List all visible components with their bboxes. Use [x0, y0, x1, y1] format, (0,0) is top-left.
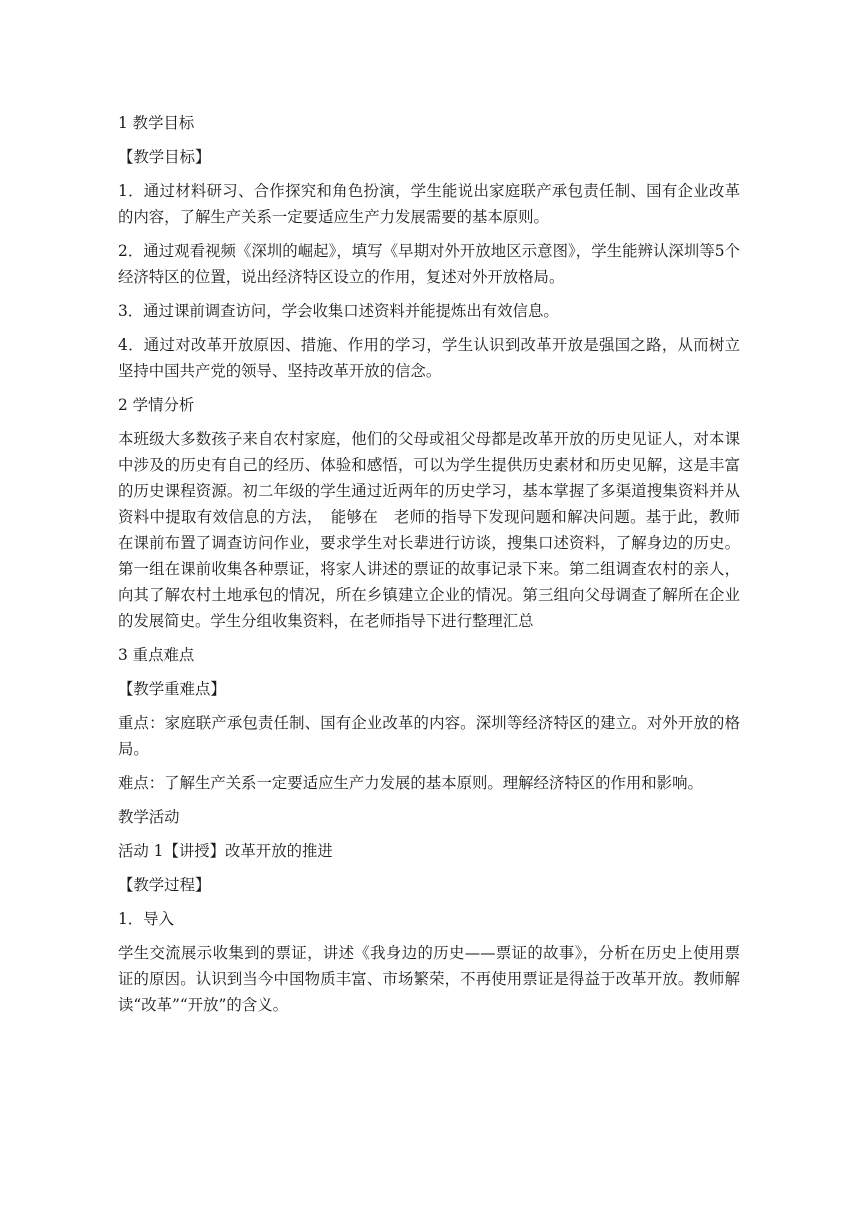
objective-3: 3．通过课前调查访问，学会收集口述资料并能提炼出有效信息。	[118, 302, 559, 320]
key-points-body: 重点：家庭联产承包责任制、国有企业改革的内容。深圳等经济特区的建立。对外开放的格局。	[118, 714, 740, 758]
heading-teaching-objectives: 1 教学目标	[118, 114, 195, 132]
label-teaching-objectives: 【教学目标】	[118, 148, 211, 166]
objective-2: 2．通过观看视频《深圳的崛起》，填写《早期对外开放地区示意图》，学生能辨认深圳等5个经济特区的位置，说出经济特区设立的作用，复述对外开放格局。	[118, 242, 740, 286]
objective-1: 1．通过材料研习、合作探究和角色扮演，学生能说出家庭联产承包责任制、国有企业改革的内容，了解生产关系一定要适应生产力发展需要的基本原则。	[118, 182, 740, 226]
introduction-body: 学生交流展示收集到的票证，讲述《我身边的历史——票证的故事》，分析在历史上使用票证的原因。认识到当今中国物质丰富、市场繁荣，不再使用票证是得益于改革开放。教师解读“改革”“开放”的含义。	[118, 944, 740, 1014]
difficulties-body: 难点：了解生产关系一定要适应生产力发展的基本原则。理解经济特区的作用和影响。	[118, 774, 703, 792]
label-key-difficulties: 【教学重难点】	[118, 680, 226, 698]
step-1-introduction: 1．导入	[118, 910, 174, 928]
label-teaching-process: 【教学过程】	[118, 876, 211, 894]
heading-key-points: 3 重点难点	[118, 646, 195, 664]
heading-teaching-activities: 教学活动	[118, 808, 180, 826]
activity-1-title: 活动 1【讲授】改革开放的推进	[118, 842, 333, 860]
document-page	[118, 110, 740, 1026]
heading-learner-analysis: 2 学情分析	[118, 396, 195, 414]
learner-analysis-body: 本班级大多数孩子来自农村家庭，他们的父母或祖父母都是改革开放的历史见证人，对本课中涉及的历史有自己的经历、体验和感悟，可以为学生提供历史素材和历史见解，这是丰富的历史课程资源。初二年级的学生通过近两年的历史学习，基本掌握了多渠道搜集资料并从资料中提取有效信息的方法， 能够在 老师的指导下发现问题和解决问题。基于此，教师在课前布置了调查访问作业，要求学生对长辈进行访谈，搜集口述资料，了解身边的历史。第一组在课前收集各种票证，将家人讲述的票证的故事记录下来。第二组调查农村的亲人，向其了解农村土地承包的情况，所在乡镇建立企业的情况。第三组向父母调查了解所在企业的发展简史。学生分组收集资料，在老师指导下进行整理汇总	[118, 430, 740, 630]
objective-4: 4．通过对改革开放原因、措施、作用的学习，学生认识到改革开放是强国之路，从而树立坚持中国共产党的领导、坚持改革开放的信念。	[118, 336, 740, 380]
